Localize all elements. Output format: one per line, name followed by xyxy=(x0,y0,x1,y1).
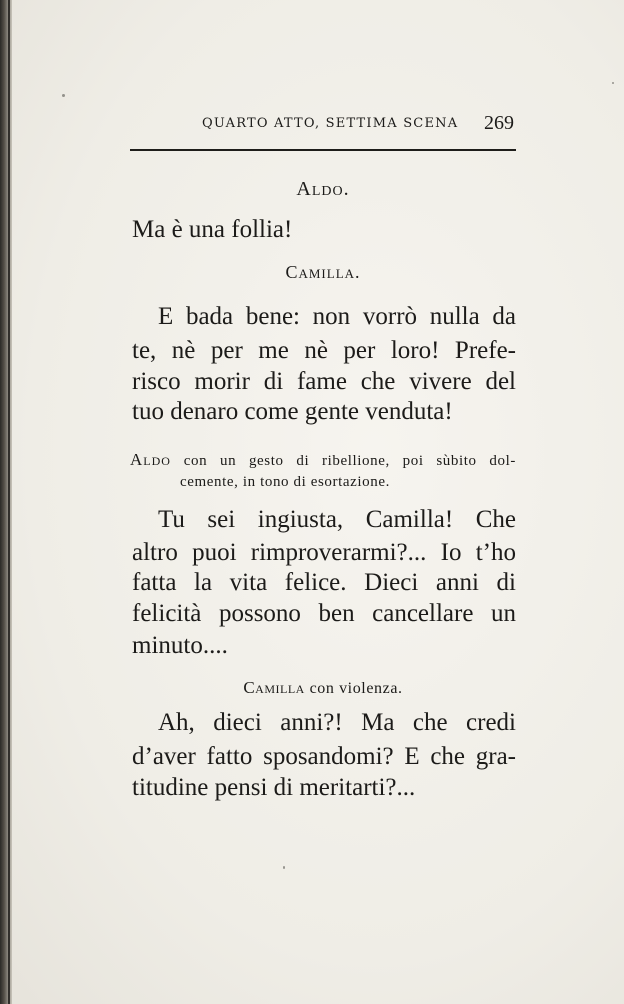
speech-line: fatta la vita felice. Dieci anni di xyxy=(132,569,516,596)
book-binding-shadow xyxy=(0,0,12,1004)
speaker-direction: con violenza. xyxy=(309,680,403,697)
speech-line: tuo denaro come gente venduta! xyxy=(132,398,453,425)
stage-direction-line: cemente, in tono di esortazione. xyxy=(180,474,390,490)
page-header xyxy=(130,112,516,142)
header-rule xyxy=(130,149,516,151)
stage-direction xyxy=(130,450,516,470)
speech-line: E bada bene: non vorrò nulla da xyxy=(158,303,516,330)
paper-speck xyxy=(283,866,285,869)
speech-line: Tu sei ingiusta, Camilla! Che xyxy=(158,506,516,533)
page-number: 269 xyxy=(484,112,514,134)
speech-line: Ah, dieci anni?! Ma che credi xyxy=(158,709,516,736)
paper-speck xyxy=(62,94,65,97)
speech-line: titudine pensi di meritarti?... xyxy=(132,774,416,801)
speech-line: Ma è una follia! xyxy=(132,216,293,243)
speaker-camilla: Camilla xyxy=(243,678,305,697)
book-binding-line xyxy=(8,0,10,1004)
speaker-aldo: Aldo. xyxy=(296,178,350,200)
speech-line: felicità possono ben cancellare un xyxy=(132,600,516,627)
stage-direction-speaker: Aldo xyxy=(130,450,171,469)
speech-line: te, nè per me nè per loro! Prefe- xyxy=(132,337,516,364)
speech-line: risco morir di fame che vivere del xyxy=(132,368,516,395)
speaker-camilla: Camilla. xyxy=(285,262,361,282)
speech-line: altro puoi rimproverarmi?... Io t’ho xyxy=(132,539,516,566)
running-head: QUARTO ATTO, SETTIMA SCENA xyxy=(202,116,459,131)
speech-line: minuto.... xyxy=(132,632,228,659)
paper-speck xyxy=(612,82,614,84)
stage-direction-line: con un gesto di ribellione, poi sùbito dol- xyxy=(183,453,516,469)
speech-line: d’aver fatto sposandomi? E che gra- xyxy=(132,743,516,770)
speaker-camilla-direction xyxy=(130,678,516,698)
